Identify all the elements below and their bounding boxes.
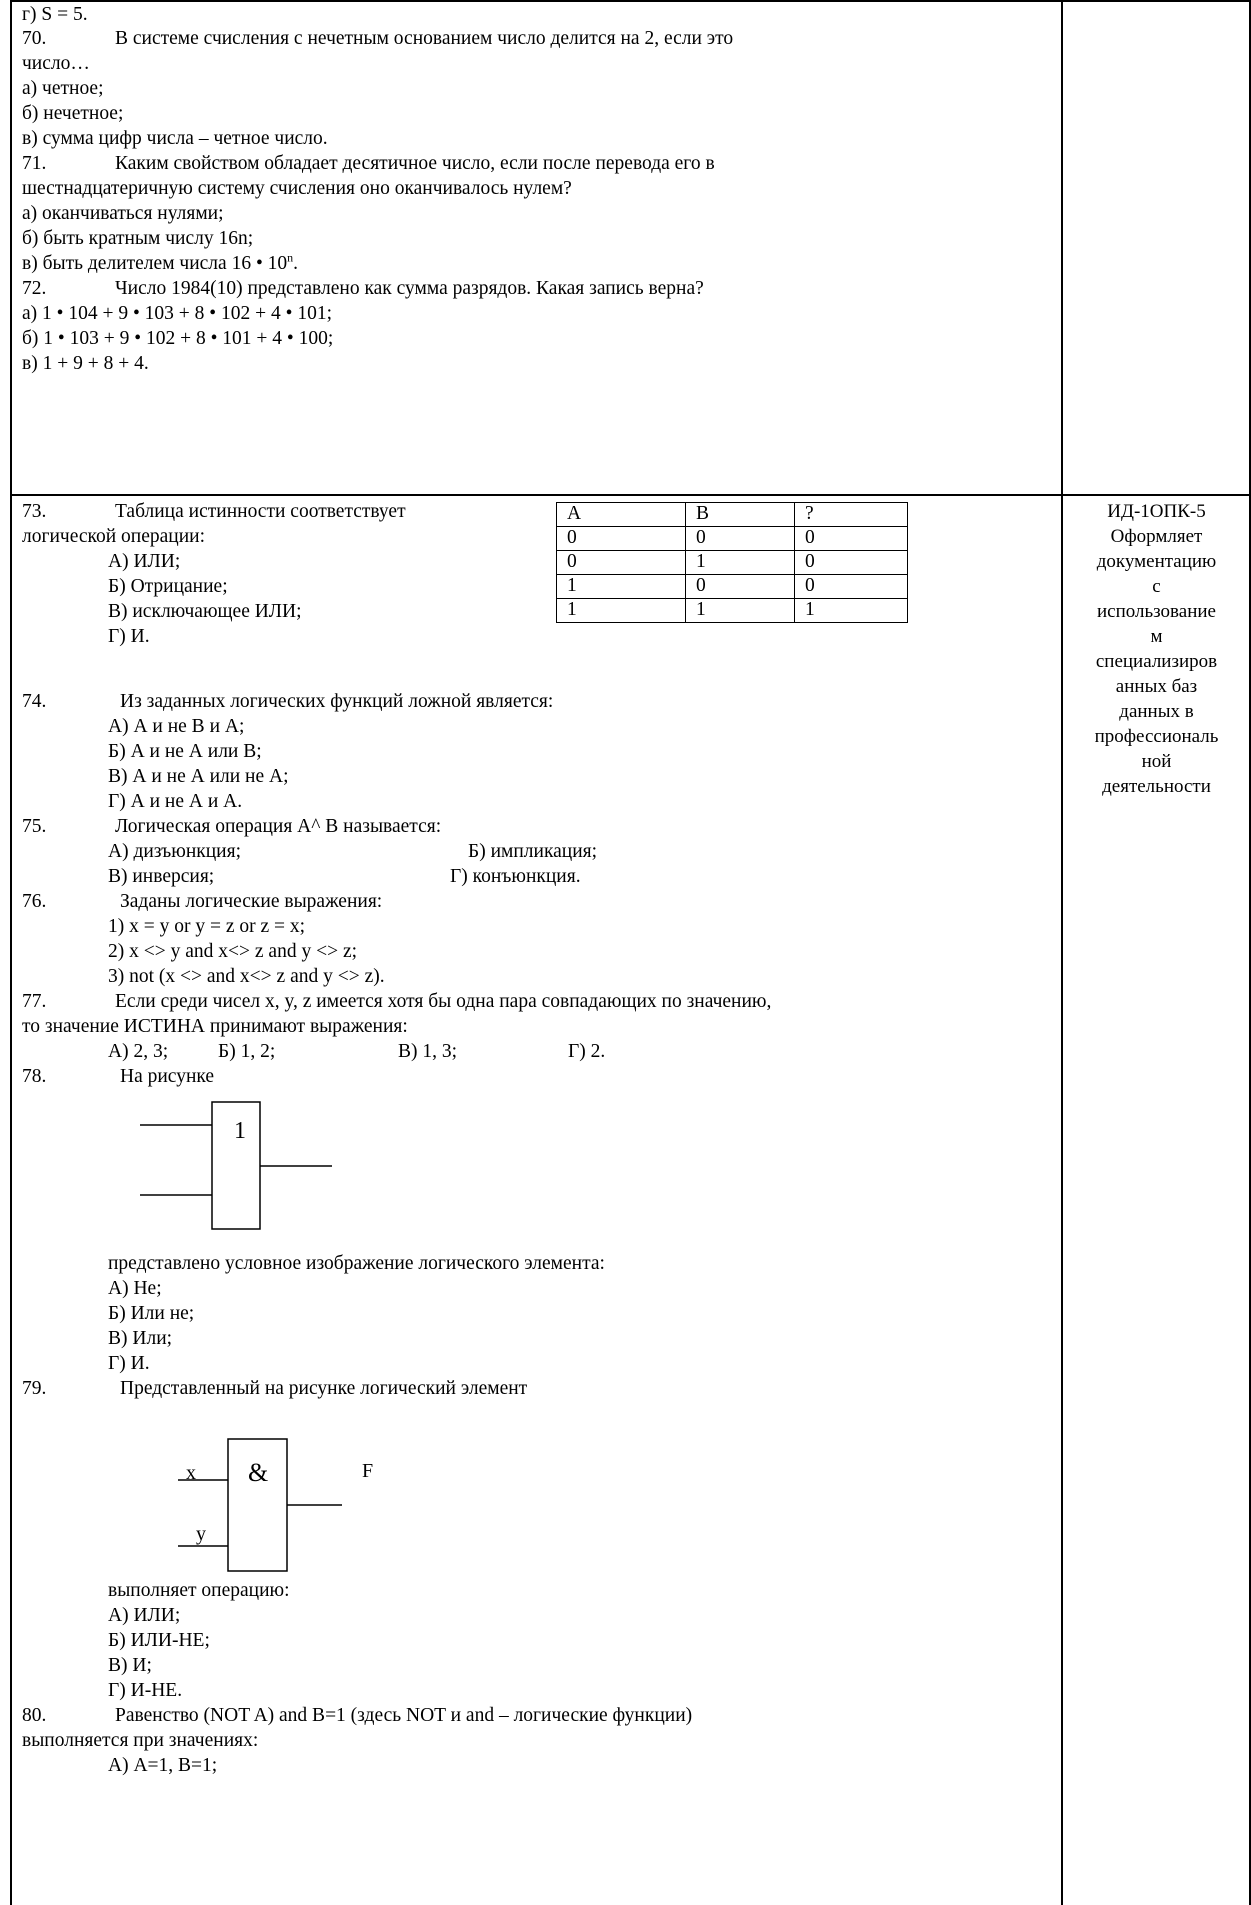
answer-option: В) Или;	[108, 1328, 173, 1349]
question-number: 74.	[22, 691, 47, 712]
question-text-cont: то значение ИСТИНА принимают выражения:	[22, 1016, 408, 1037]
table-cell: 0	[795, 575, 908, 599]
question-number: 77.	[22, 991, 47, 1012]
top-border	[10, 0, 1251, 2]
column-divider	[1061, 0, 1063, 1905]
answer-option: б) быть кратным числу 16n;	[22, 228, 254, 249]
answer-option: а) четное;	[22, 78, 104, 99]
question-number: 80.	[22, 1705, 47, 1726]
answer-option: Г) И.	[108, 626, 150, 647]
truth-table-row	[557, 599, 908, 623]
answer-option: в) 1 + 9 + 8 + 4.	[22, 353, 149, 374]
truth-table-row	[557, 527, 908, 551]
truth-table-header	[557, 503, 908, 527]
question-text: В системе счисления с нечетным основанием число делится на 2, если это	[115, 28, 734, 49]
answer-option: Г) конъюнкция.	[450, 866, 581, 887]
competency-line: документацию	[1096, 551, 1217, 572]
answer-option: А) А=1, В=1;	[108, 1755, 218, 1776]
left-border	[10, 0, 12, 1905]
or-gate-diagram	[130, 1100, 350, 1240]
question-text: На рисунке	[120, 1066, 215, 1087]
truth-table-row	[557, 551, 908, 575]
header-cell: ?	[795, 503, 908, 527]
answer-option: А) А и не В и А;	[108, 716, 245, 737]
competency-line: ной	[1141, 751, 1172, 772]
table-cell: 1	[795, 599, 908, 623]
gate-label: &	[248, 1458, 269, 1487]
question-number: 73.	[22, 501, 47, 522]
truth-table	[556, 502, 908, 623]
table-cell: 1	[686, 551, 795, 575]
question-text-cont: представлено условное изображение логического элемента:	[108, 1253, 605, 1274]
question-text: Каким свойством обладает десятичное число, если после перевода его в	[115, 153, 715, 174]
question-text: Из заданных логических функций ложной является:	[120, 691, 554, 712]
answer-option: В) инверсия;	[108, 866, 215, 887]
answer-option: Г) И-НЕ.	[108, 1680, 183, 1701]
competency-line: Оформляет	[1110, 526, 1203, 547]
competency-line: профессиональ	[1094, 726, 1219, 747]
question-text: Число 1984(10) представлено как сумма разрядов. Какая запись верна?	[115, 278, 704, 299]
question-number: 76.	[22, 891, 47, 912]
competency-line: использование	[1097, 601, 1216, 622]
option-text: в) быть делителем числа 16 • 10	[22, 253, 288, 274]
question-text-cont: шестнадцатеричную систему счисления оно оканчивалось нулем?	[22, 178, 572, 199]
expression-line: 1) x = y or y = z or z = x;	[108, 916, 306, 937]
question-text: Логическая операция А^ В называется:	[115, 816, 442, 837]
question-text-cont: логической операции:	[22, 526, 206, 547]
answer-option: В) 1, 3;	[398, 1041, 458, 1062]
competency-line: с	[1152, 576, 1161, 597]
answer-option	[22, 252, 298, 276]
answer-option: б) 1 • 103 + 9 • 102 + 8 • 101 + 4 • 100;	[22, 328, 334, 349]
input-y-label: y	[196, 1523, 206, 1545]
answer-option: А) 2, 3;	[108, 1041, 169, 1062]
answer-option: А) Не;	[108, 1278, 162, 1299]
table-cell: 1	[686, 599, 795, 623]
competency-line: данных в	[1119, 701, 1194, 722]
answer-option: Г) А и не А и А.	[108, 791, 243, 812]
answer-option: а) 1 • 104 + 9 • 103 + 8 • 102 + 4 • 101;	[22, 303, 332, 324]
answer-option: б) нечетное;	[22, 103, 124, 124]
answer-option: Б) ИЛИ-НЕ;	[108, 1630, 210, 1651]
answer-option: Б) импликация;	[468, 841, 598, 862]
answer-option: Г) 2.	[568, 1041, 606, 1062]
answer-option: в) сумма цифр числа – четное число.	[22, 128, 328, 149]
table-cell: 1	[557, 599, 686, 623]
answer-option: Г) И.	[108, 1353, 150, 1374]
and-gate-diagram	[170, 1425, 400, 1575]
question-text: Равенство (NOT A) and B=1 (здесь NOT и and – логические функции)	[115, 1705, 693, 1726]
question-text-cont: выполняется при значениях:	[22, 1730, 259, 1751]
answer-option: Б) Отрицание;	[108, 576, 228, 597]
answer-option: В) исключающее ИЛИ;	[108, 601, 302, 622]
answer-option: а) оканчиваться нулями;	[22, 203, 224, 224]
table-cell: 0	[686, 527, 795, 551]
competency-line: ИД-1ОПК-5	[1107, 501, 1206, 522]
option-end: .	[293, 253, 299, 274]
answer-line: г) S = 5.	[22, 4, 88, 25]
expression-line: 2) x <> y and x<> z and y <> z;	[108, 941, 358, 962]
answer-option: Б) А и не А или В;	[108, 741, 262, 762]
table-cell: 0	[686, 575, 795, 599]
question-text-cont: выполняет операцию:	[108, 1580, 290, 1601]
table-cell: 0	[795, 527, 908, 551]
row-divider	[10, 494, 1251, 496]
answer-option: А) ИЛИ;	[108, 551, 181, 572]
question-number: 75.	[22, 816, 47, 837]
question-number: 71.	[22, 153, 47, 174]
table-cell: 1	[557, 575, 686, 599]
question-number: 79.	[22, 1378, 47, 1399]
answer-option: В) А и не А или не А;	[108, 766, 289, 787]
truth-table-row	[557, 575, 908, 599]
question-text: Представленный на рисунке логический элемент	[120, 1378, 528, 1399]
table-cell: 0	[557, 551, 686, 575]
answer-option: В) И;	[108, 1655, 152, 1676]
expression-line: 3) not (x <> and x<> z and y <> z).	[108, 966, 385, 987]
table-cell: 0	[795, 551, 908, 575]
answer-option: А) ИЛИ;	[108, 1605, 181, 1626]
competency-line: специализиров	[1095, 651, 1218, 672]
answer-option: Б) 1, 2;	[218, 1041, 276, 1062]
question-text: Таблица истинности соответствует	[115, 501, 406, 522]
competency-line: м	[1150, 626, 1163, 647]
question-number: 78.	[22, 1066, 47, 1087]
gate-label: 1	[234, 1118, 246, 1144]
answer-option: А) дизъюнкция;	[108, 841, 241, 862]
competency-line: деятельности	[1102, 776, 1211, 797]
question-number: 70.	[22, 28, 47, 49]
input-x-label: x	[186, 1462, 196, 1484]
table-cell: 0	[557, 527, 686, 551]
answer-option: Б) Или не;	[108, 1303, 195, 1324]
header-cell: A	[557, 503, 686, 527]
header-cell: B	[686, 503, 795, 527]
question-text: Заданы логические выражения:	[120, 891, 383, 912]
superscript: n	[287, 250, 294, 265]
question-text-cont: число…	[22, 53, 90, 74]
output-f-label: F	[362, 1460, 374, 1482]
competency-line: анных баз	[1115, 676, 1198, 697]
question-text: Если среди чисел x, y, z имеется хотя бы одна пара совпадающих по значению,	[115, 991, 772, 1012]
question-number: 72.	[22, 278, 47, 299]
